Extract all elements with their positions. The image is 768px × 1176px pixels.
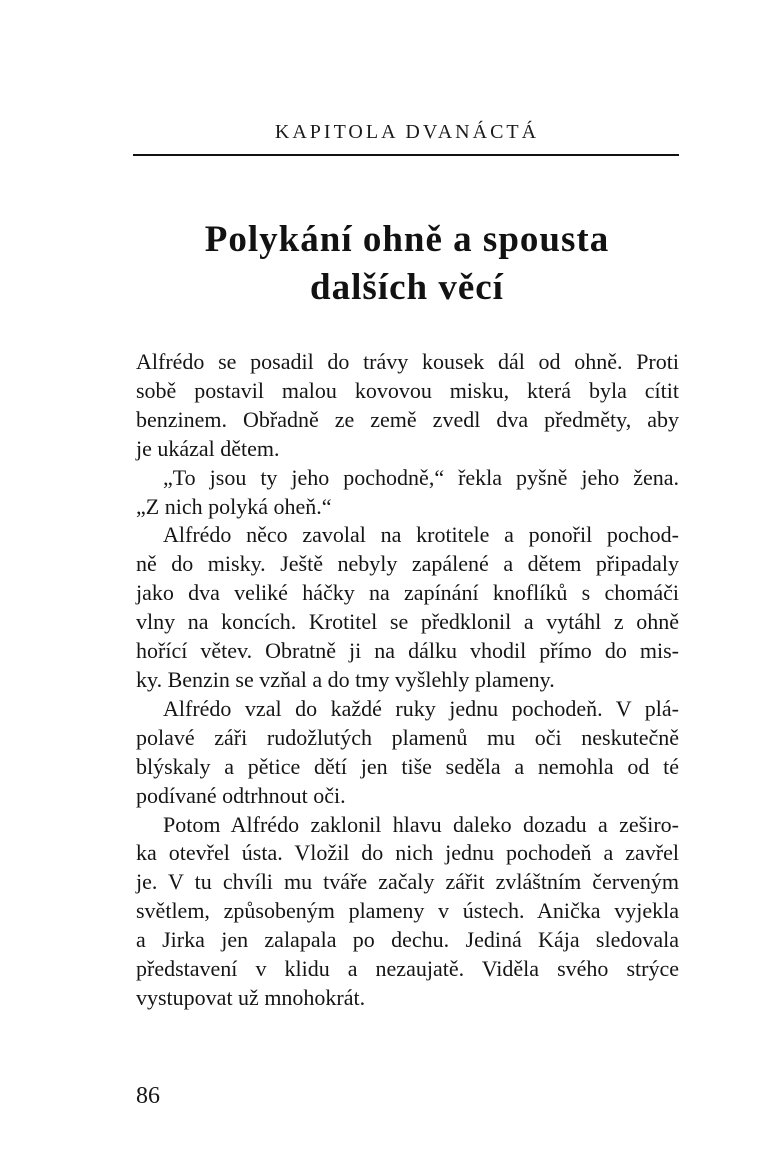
body-line: sobě postavil malou kovovou misku, která byla cítit — [136, 377, 679, 403]
body-line: hořící větev. Obratně ji na dálku vhodil přímo do mis- — [136, 638, 679, 664]
body-line: a Jirka jen zalapala po dechu. Jediná Kája sledovala — [136, 927, 679, 953]
body-line: představení v klidu a nezaujatě. Viděla svého strýce — [136, 956, 679, 982]
chapter-running-head: KAPITOLA DVANÁCTÁ — [274, 121, 540, 143]
body-line: jako dva veliké háčky na zapínání knoflíků s chomáči — [136, 580, 679, 606]
page-number: 86 — [136, 1083, 160, 1109]
body-line: Potom Alfrédo zaklonil hlavu daleko dozadu a zeširo- — [163, 811, 679, 837]
body-line: Alfrédo vzal do každé ruky jednu pochodeň. V plá- — [163, 695, 679, 721]
body-line: Alfrédo se posadil do trávy kousek dál od ohně. Proti — [136, 349, 679, 374]
body-text — [136, 348, 679, 1013]
paragraph — [136, 811, 679, 1013]
body-line: je ukázal dětem. — [136, 435, 280, 461]
paragraph — [136, 695, 679, 811]
header-rule-divider — [133, 154, 679, 156]
chapter-title — [111, 216, 703, 312]
body-line: ně do misky. Ještě nebyly zapálené a dětem připadaly — [136, 551, 679, 577]
body-line: Alfrédo něco zavolal na krotitele a ponořil pochod- — [163, 522, 679, 548]
body-line: ky. Benzin se vzňal a do tmy vyšlehly plameny. — [136, 666, 555, 692]
paragraph — [136, 521, 679, 694]
paragraph — [136, 464, 679, 522]
body-line: je. V tu chvíli mu tváře začaly zářit zvláštním červeným — [136, 869, 679, 895]
body-line: „To jsou ty jeho pochodně,“ řekla pyšně jeho žena. — [163, 464, 679, 490]
chapter-title-line-2: dalších věcí — [310, 267, 504, 308]
body-line: blýskaly a pětice dětí jen tiše seděla a nemohla od té — [136, 753, 679, 779]
body-line: podívané odtrhnout oči. — [136, 782, 346, 808]
body-line: benzinem. Obřadně ze země zvedl dva předměty, aby — [136, 406, 679, 432]
body-line: světlem, způsobeným plameny v ústech. Anička vyjekla — [136, 898, 679, 924]
body-line: vystupovat už mnohokrát. — [136, 984, 366, 1010]
body-line: ka otevřel ústa. Vložil do nich jednu pochodeň a zavřel — [136, 840, 679, 866]
paragraph — [136, 348, 679, 464]
body-line: „Z nich polyká oheň.“ — [136, 493, 332, 519]
body-line: vlny na koncích. Krotitel se předklonil a vytáhl z ohně — [136, 609, 679, 635]
chapter-title-line-1: Polykání ohně a spousta — [204, 219, 610, 260]
body-line: polavé záři rudožlutých plamenů mu oči neskutečně — [136, 724, 679, 750]
